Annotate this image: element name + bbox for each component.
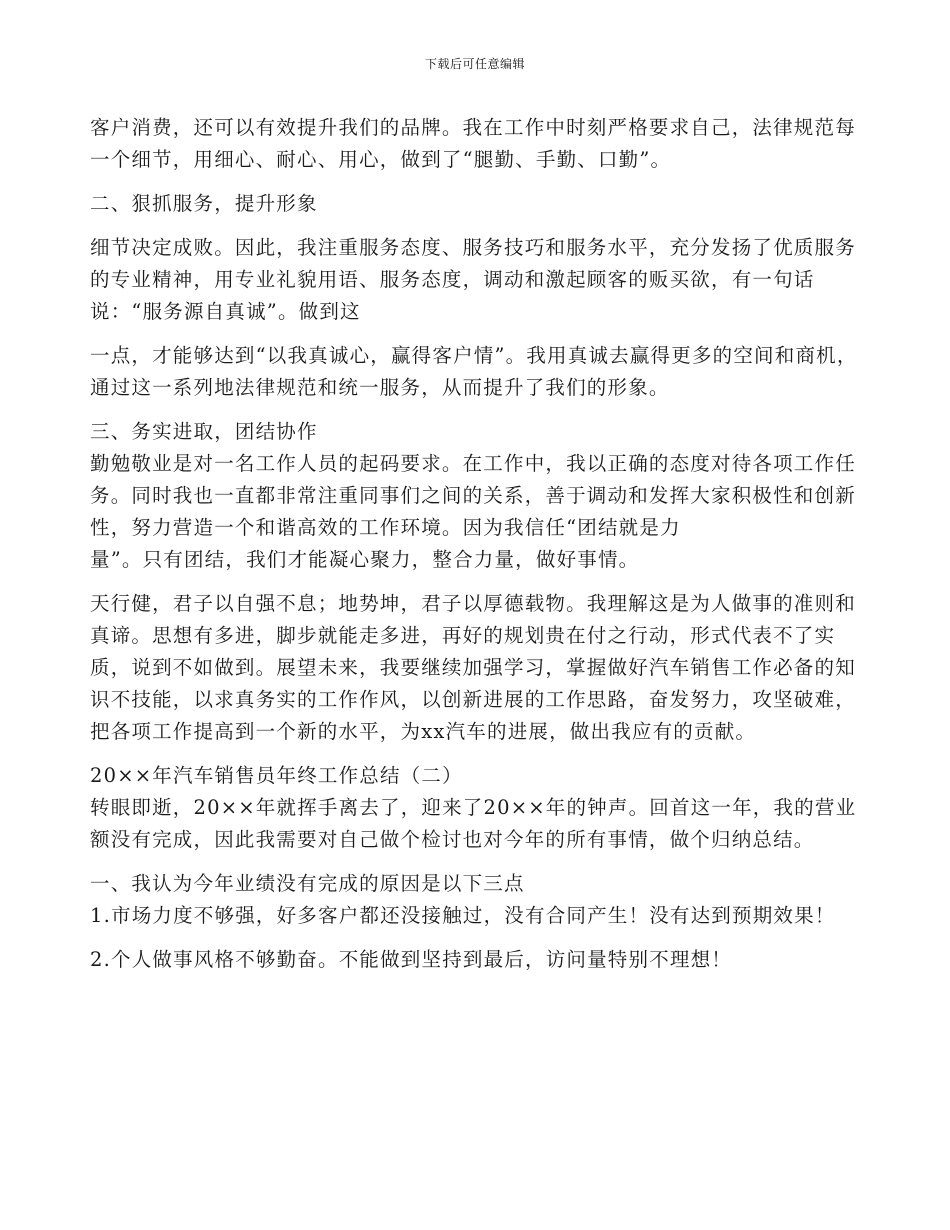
section-heading-reasons: 一、我认为今年业绩没有完成的原因是以下三点: [90, 872, 525, 895]
page-header: 下载后可任意编辑: [424, 57, 525, 71]
paragraph-4: 一点，才能够达到“以我真诚心，赢得客户情”。我用真诚去赢得更多的空间和商机，通过这一系列地法律规范和统一服务，从而提升了我们的形象。: [90, 344, 858, 399]
paragraph-8: 天行健，君子以自强不息；地势坤，君子以厚德载物。我理解这是为人做事的准则和真谛。思想有多进，脚步就能走多进，再好的规划贵在付之行动，形式代表不了实质，说到不如做到。展望未来，我要继续加强学习，掌握做好汽车销售工作必备的知识不技能，以求真务实的工作作风，以创新进展的工作思路，奋发努力，攻坚破难，把各项工作提高到一个新的水平，为xx汽车的进展，做出我应有的贡献。: [90, 592, 856, 743]
paragraph-3: 细节决定成败。因此，我注重服务态度、服务技巧和服务水平，充分发扬了优质服务的专业精神，用专业礼貌用语、服务态度，调动和激起顾客的贩买欲，有一句话说：“服务源自真诚”。做到这: [90, 236, 856, 323]
document-subtitle: 20××年汽车销售员年终工作总结（二）: [90, 764, 463, 787]
list-item-2: 2.个人做事风格不够勤奋。不能做到坚持到最后，访问量特别不理想！: [90, 948, 733, 971]
paragraph-6: 勤勉敬业是对一名工作人员的起码要求。在工作中，我以正确的态度对待各项工作任务。同时我也一直都非常注重同事们之间的关系，善于调动和发挥大家积极性和创新性，努力营造一个和谐高效的工作环境。因为我信任“团结就是力: [90, 452, 856, 539]
document-body: [90, 112, 862, 976]
paragraph-10: 转眼即逝，20××年就挥手离去了，迎来了20××年的钟声。回首这一年，我的营业额没有完成，因此我需要对自己做个检讨也对今年的所有事情，做个归纳总结。: [90, 796, 857, 851]
section-heading-3: 三、务实进取，团结协作: [90, 420, 318, 443]
paragraph-1: 客户消费，还可以有效提升我们的品牌。我在工作中时刻严格要求自己，法律规范每一个细节，用细心、耐心、用心，做到了“腿勤、手勤、口勤”。: [90, 116, 856, 171]
paragraph-7: 量”。只有团结，我们才能凝心聚力，整合力量，做好事情。: [90, 548, 640, 571]
section-heading-2: 二、狠抓服务，提升形象: [90, 192, 318, 215]
list-item-1: 1.市场力度不够强，好多客户都还没接触过，没有合同产生！没有达到预期效果！: [90, 904, 836, 927]
